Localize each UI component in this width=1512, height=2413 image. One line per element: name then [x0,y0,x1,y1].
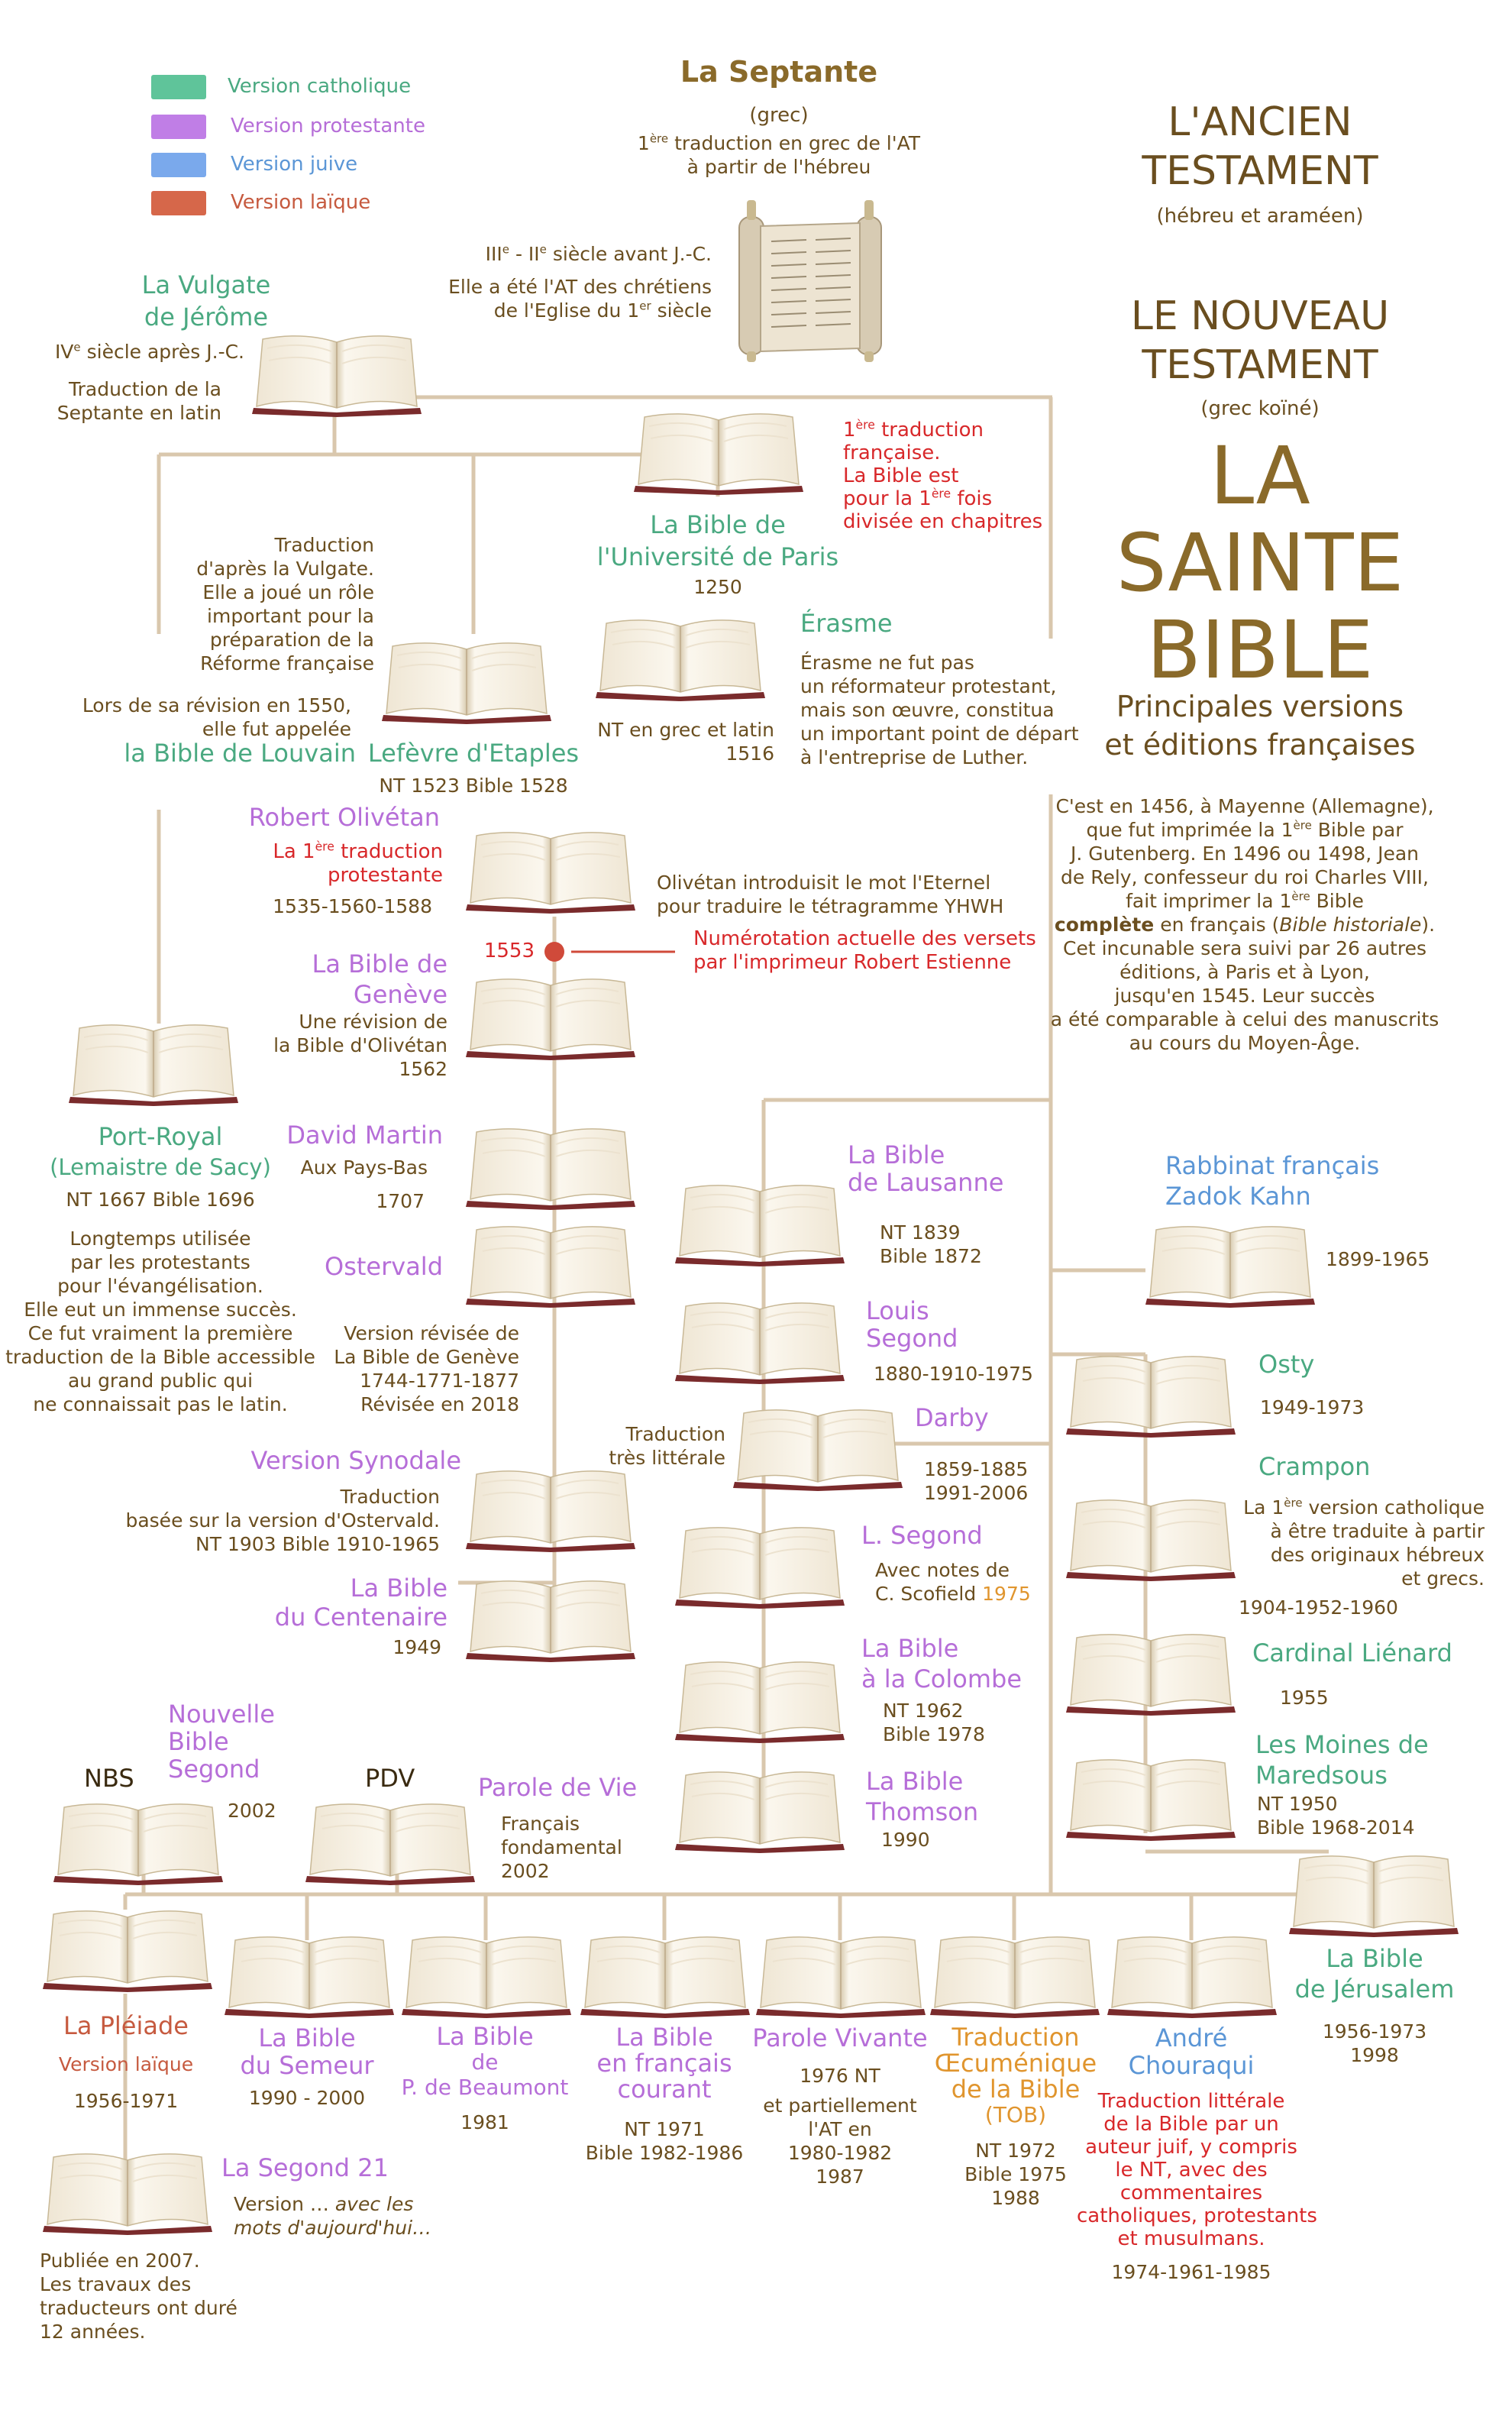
darby-book-icon [730,1405,906,1491]
legend-label-catholique: Version catholique [228,75,412,98]
septante-language: (grec) [749,104,809,127]
main-title: LA SAINTE BIBLE [1116,429,1404,697]
universite-name: La Bible de l'Université de Paris [596,510,839,571]
chouraqui-book-icon [1104,1933,1280,2018]
septante-name: La Septante [680,55,878,89]
portroyal-description: Longtemps utilisée par les protestants pour l'évangélisation. Elle eut un immense succès. Ce fut vraiment la première traduction de la Bible accessible au grand public qui ne connaissait pas le latin. [5,1228,315,1415]
scofield-name: L. Segond [861,1521,983,1550]
rabbinat-book-icon [1142,1222,1318,1308]
martin-place: Aux Pays-Bas [300,1156,428,1179]
segond-date: 1880-1910-1975 [874,1363,1033,1385]
at-language: (hébreu et araméen) [1156,205,1364,228]
nt-title: LE NOUVEAU TESTAMENT [1130,293,1390,388]
crampon-name: Crampon [1258,1452,1371,1481]
scofield-book-icon [672,1523,848,1609]
martin-book-icon [463,1124,638,1210]
rabbinat-name: Rabbinat français Zadok Kahn [1165,1151,1380,1211]
colombe-date: NT 1962 Bible 1978 [883,1700,985,1745]
chouraqui-description: Traduction littérale de la Bible par un auteur juif, y compris le NT, avec des commentaires catholiques, protestants et musulmans. [1077,2090,1317,2250]
segond21-book-icon [40,2149,215,2235]
vivante-name: Parole Vivante [752,2023,928,2052]
geneve-book-icon [463,975,638,1060]
darby-name: Darby [915,1403,989,1432]
vivante-dates: 1976 NT et partiellement l'AT en 1980-1982 1987 [763,2065,917,2188]
lienard-date: 1955 [1280,1687,1329,1709]
nbs-name: Nouvelle Bible Segond [168,1700,275,1784]
olivetan-name: Robert Olivétan [248,803,440,832]
thomson-date: 1990 [881,1829,930,1851]
legend-swatch-catholique [151,75,206,99]
vivante-book-icon [753,1933,929,2018]
segond21-note: Publiée en 2007. Les travaux des traducteurs ont duré 12 années. [40,2250,237,2343]
rabbinat-date: 1899-1965 [1326,1248,1430,1270]
portroyal-name: Port-Royal (Lemaistre de Sacy) [50,1122,271,1180]
erasme-book-icon [593,616,768,701]
vulgate-name: La Vulgate de Jérôme [141,270,271,332]
lefevre-book-icon [379,639,554,724]
louvain-description: Traduction d'après la Vulgate. Elle a joué un rôle important pour la préparation de la Réforme française [196,534,374,674]
lefevre-name: Lefèvre d'Etaples [367,739,580,768]
universite-book-icon [631,409,806,495]
osty-name: Osty [1258,1350,1315,1379]
septante-description: 1ère traduction en grec de l'AT à partir de l'hébreu [637,131,921,178]
septante-note: Elle a été l'AT des chrétiens de l'Eglise du 1er siècle [448,276,712,322]
pleiade-book-icon [40,1907,215,1992]
segond21-name: La Segond 21 [221,2153,389,2182]
vulgate-description: Traduction de la Septante en latin [57,378,221,424]
scroll-icon [730,196,890,365]
semeur-book-icon [221,1933,397,2018]
pleiade-sub: Version laïque [58,2053,194,2075]
ostervald-book-icon [463,1222,638,1308]
darby-date: 1859-1885 1991-2006 [924,1458,1029,1504]
colombe-book-icon [672,1658,848,1743]
portroyal-date: NT 1667 Bible 1696 [66,1189,255,1211]
tob-book-icon [927,1933,1103,2018]
louvain-name: la Bible de Louvain [124,739,356,768]
subtitle: Principales versions et éditions françaises [1104,690,1416,762]
universite-date: 1250 [693,576,742,598]
nbs-date: 2002 [228,1800,276,1822]
lausanne-book-icon [672,1181,848,1266]
portroyal-book-icon [66,1021,241,1106]
legend-swatch-laique [151,191,206,215]
geneve-name: La Bible de Genève [312,949,447,1009]
lausanne-name: La Bible de Lausanne [848,1140,1004,1197]
synodale-book-icon [463,1467,638,1552]
osty-book-icon [1063,1352,1239,1438]
courant-date: NT 1971 Bible 1982-1986 [585,2118,744,2164]
legend-swatch-protestante [151,115,206,139]
maredsous-date: NT 1950 Bible 1968-2014 [1257,1793,1415,1839]
thomson-book-icon [672,1768,848,1853]
tob-name: Traduction Œcuménique de la Bible (TOB) [934,2023,1097,2127]
beaumont-date: 1981 [460,2111,509,2133]
courant-book-icon [577,1933,753,2018]
pdv-description: Français fondamental 2002 [501,1813,622,1882]
universite-note: 1ère traduction française. La Bible est pour la 1ère fois divisée en chapitres [843,418,1043,533]
pdv-abbr: PDV [365,1764,415,1793]
estienne-description: Numérotation actuelle des versets par l'imprimeur Robert Estienne [693,927,1036,974]
semeur-date: 1990 - 2000 [248,2087,366,2109]
septante-date: IIIe - IIe siècle avant J.-C. [485,242,712,265]
colombe-name: La Bible à la Colombe [861,1634,1023,1693]
vulgate-book-icon [249,332,425,417]
olivetan-book-icon [463,828,638,914]
centenaire-date: 1949 [393,1636,441,1658]
legend-label-juive: Version juive [231,153,358,176]
scofield-description: Avec notes de C. Scofield 1975 [875,1559,1031,1605]
pleiade-date: 1956-1971 [73,2090,179,2112]
lienard-book-icon [1063,1630,1239,1716]
lefevre-date: NT 1523 Bible 1528 [379,775,568,797]
darby-note: Traduction très littérale [609,1423,725,1469]
synodale-name: Version Synodale [250,1446,461,1475]
legend-label-protestante: Version protestante [231,115,425,137]
lienard-name: Cardinal Liénard [1252,1638,1452,1667]
olivetan-date: 1535-1560-1588 [273,895,432,917]
crampon-date: 1904-1952-1960 [1239,1596,1398,1619]
jerusalem-name: La Bible de Jérusalem [1294,1944,1455,2004]
centenaire-name: La Bible du Centenaire [274,1574,447,1632]
semeur-name: La Bible du Semeur [240,2023,374,2080]
legend-label-laique: Version laïque [231,191,371,214]
erasme-name: Érasme [800,609,893,638]
geneve-description: Une révision de la Bible d'Olivétan 1562 [273,1011,447,1080]
at-title: L'ANCIEN TESTAMENT [1142,99,1378,194]
chouraqui-name: André Chouraqui [1128,2023,1255,2080]
nbs-abbr: NBS [84,1764,134,1793]
jerusalem-book-icon [1286,1852,1462,1937]
segond-book-icon [672,1299,848,1384]
jerusalem-date: 1956-1973 1998 [1322,2020,1427,2066]
crampon-description: La 1ère version catholique à être traduite à partir des originaux hébreux et grecs. [1243,1496,1485,1590]
erasme-date: NT en grec et latin 1516 [597,719,774,765]
martin-name: David Martin [286,1121,443,1150]
olivetan-description: Olivétan introduisit le mot l'Eternel pour traduire le tétragramme YHWH [657,872,1004,917]
louvain-revision: Lors de sa révision en 1550, elle fut appelée [82,694,351,740]
osty-date: 1949-1973 [1260,1396,1365,1418]
pleiade-name: La Pléiade [63,2011,189,2040]
vulgate-date: IVe siècle après J.-C. [54,340,244,363]
beaumont-name: La Bible de P. de Beaumont [401,2022,569,2100]
segond-name: Louis Segond [866,1296,958,1353]
erasme-note: Érasme ne fut pas un réformateur protestant, mais son œuvre, constitua un important point de départ à l'entreprise de Luther. [800,652,1079,768]
synodale-description: Traduction basée sur la version d'Ostervald. NT 1903 Bible 1910-1965 [125,1486,440,1555]
beaumont-book-icon [399,1933,574,2018]
pdv-name: Parole de Vie [478,1773,638,1802]
centenaire-book-icon [463,1577,638,1662]
courant-name: La Bible en français courant [596,2023,732,2104]
chouraqui-date: 1974-1961-1985 [1111,2261,1271,2283]
segond21-description: Version … avec les mots d'aujourd'hui… [234,2193,432,2239]
ostervald-description: Version révisée de La Bible de Genève 1744-1771-1877 Révisée en 2018 [334,1322,519,1415]
maredsous-name: Les Moines de Maredsous [1255,1730,1429,1790]
nbs-book-icon [50,1800,226,1885]
lausanne-date: NT 1839 Bible 1872 [880,1221,982,1267]
legend-swatch-juive [151,153,206,177]
thomson-name: La Bible Thomson [866,1767,979,1826]
nt-language: (grec koïné) [1200,397,1320,420]
gutenberg-note: C'est en 1456, à Mayenne (Allemagne), que fut imprimée la 1ère Bible par J. Gutenberg. En 1496 ou 1498, Jean de Rely, confesseur du roi Charles VIII, fait imprimer la 1ère Bible complète en français (Bible historiale). Cet incunable sera suivi par 26 autres éditions, à Paris et à Lyon, jusqu'en 1545. Leur succès a été comparable à celui des manuscrits au cours du Moyen-Âge. [1050,795,1439,1054]
olivetan-note: La 1ère traduction protestante [273,839,443,887]
pdv-book-icon [302,1800,478,1885]
estienne-year: 1553 [483,940,535,962]
ostervald-name: Ostervald [325,1252,443,1281]
tob-date: NT 1972 Bible 1975 1988 [964,2140,1067,2209]
maredsous-book-icon [1063,1755,1239,1841]
martin-date: 1707 [376,1190,425,1212]
